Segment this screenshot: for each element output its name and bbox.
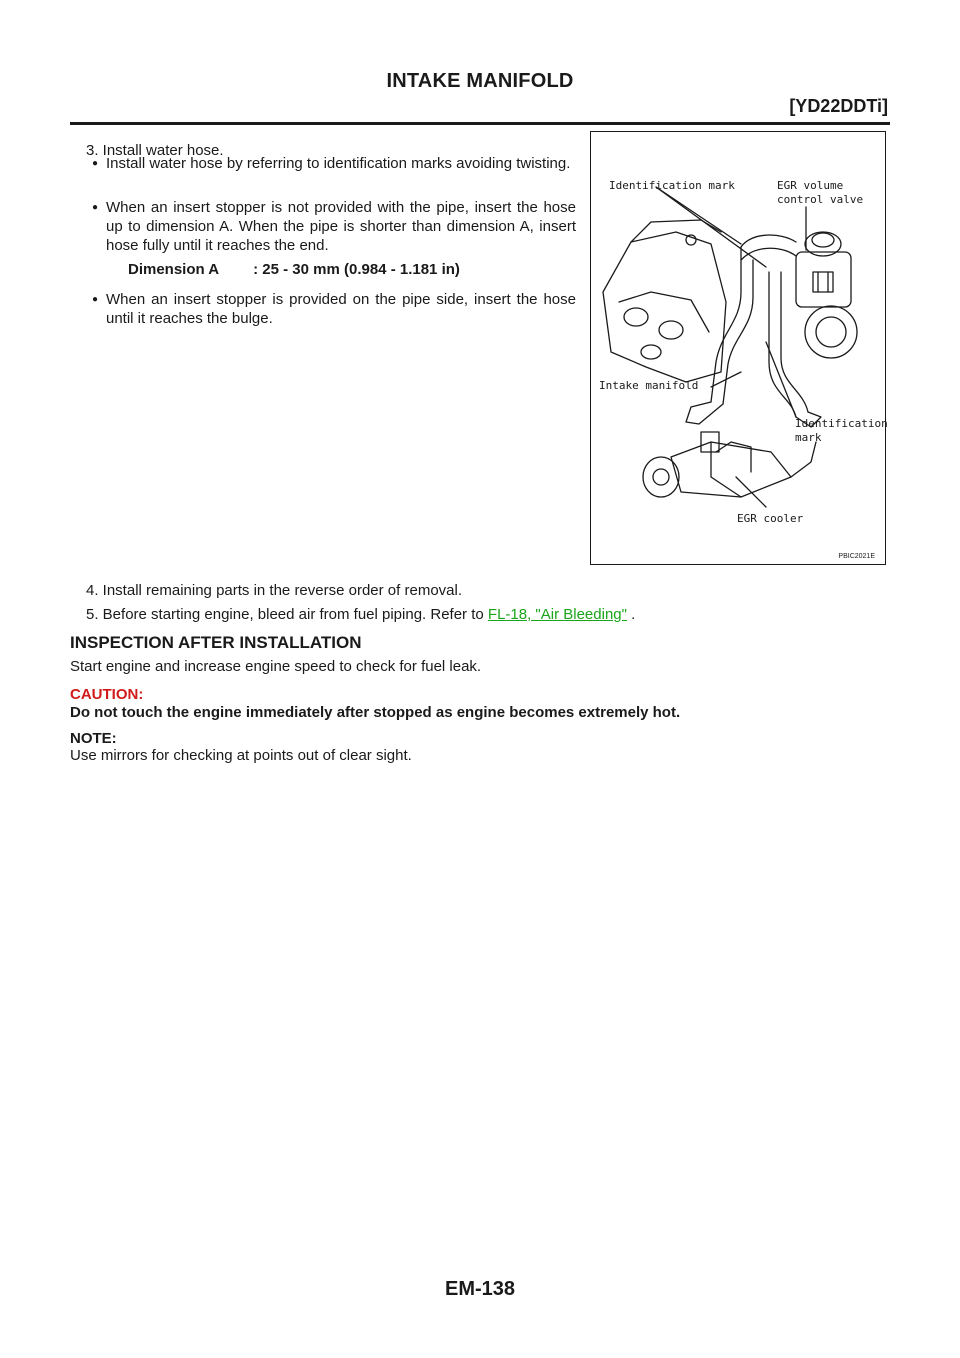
bullet-2: ● When an insert stopper is not provided with the pipe, insert the hose up to dimension A. When the pipe is shorter than dimension A, insert hose fully until it reaches the end. (106, 198, 576, 255)
caution-label: CAUTION: (70, 686, 144, 703)
figure-code: PBIC2021E (838, 553, 875, 560)
dimension-value: : 25 - 30 mm (0.984 - 1.181 in) (253, 261, 460, 278)
label-egr-volume-line2: control valve (777, 193, 864, 206)
dimension-spec (128, 261, 460, 278)
step-4: 4. Install remaining parts in the reverse order of removal. (86, 582, 463, 599)
bullet-3: ● When an insert stopper is provided on the pipe side, insert the hose until it reaches the bulge. (106, 290, 576, 328)
dimension-label: Dimension A (128, 261, 220, 278)
step-5 (86, 605, 635, 624)
bullet-1: ● Install water hose by referring to identification marks avoiding twisting. (106, 154, 576, 173)
header-divider (70, 122, 890, 125)
inspection-text: Start engine and increase engine speed to check for fuel leak. (70, 658, 482, 675)
label-identification-line2: mark (795, 431, 822, 444)
step-5-suffix: . (626, 606, 636, 623)
step-3: 3. Install water hose. (86, 142, 224, 159)
caution-text: Do not touch the engine immediately after stopped as engine becomes extremely hot. (70, 704, 681, 721)
label-egr-volume-line1: EGR volume (777, 179, 844, 192)
page-number: EM-138 (444, 1278, 516, 1300)
engine-code: [YD22DDTi] (789, 96, 888, 116)
label-intake-manifold: Intake manifold (599, 379, 699, 392)
note-label: NOTE: (70, 730, 117, 747)
step-5-text: 5. Before starting engine, bleed air from fuel piping. Refer to (86, 606, 488, 623)
section-title-inspection: INSPECTION AFTER INSTALLATION (70, 633, 362, 652)
label-identification-mark-top: Identification mark (609, 179, 735, 192)
note-text: Use mirrors for checking at points out of clear sight. (70, 747, 412, 764)
label-egr-cooler: EGR cooler (737, 512, 804, 525)
label-identification-line1: Identification (795, 417, 888, 430)
engine-illustration (590, 131, 886, 565)
air-bleeding-link[interactable]: FL-18, "Air Bleeding" (487, 606, 627, 623)
page-title: INTAKE MANIFOLD (386, 70, 574, 92)
